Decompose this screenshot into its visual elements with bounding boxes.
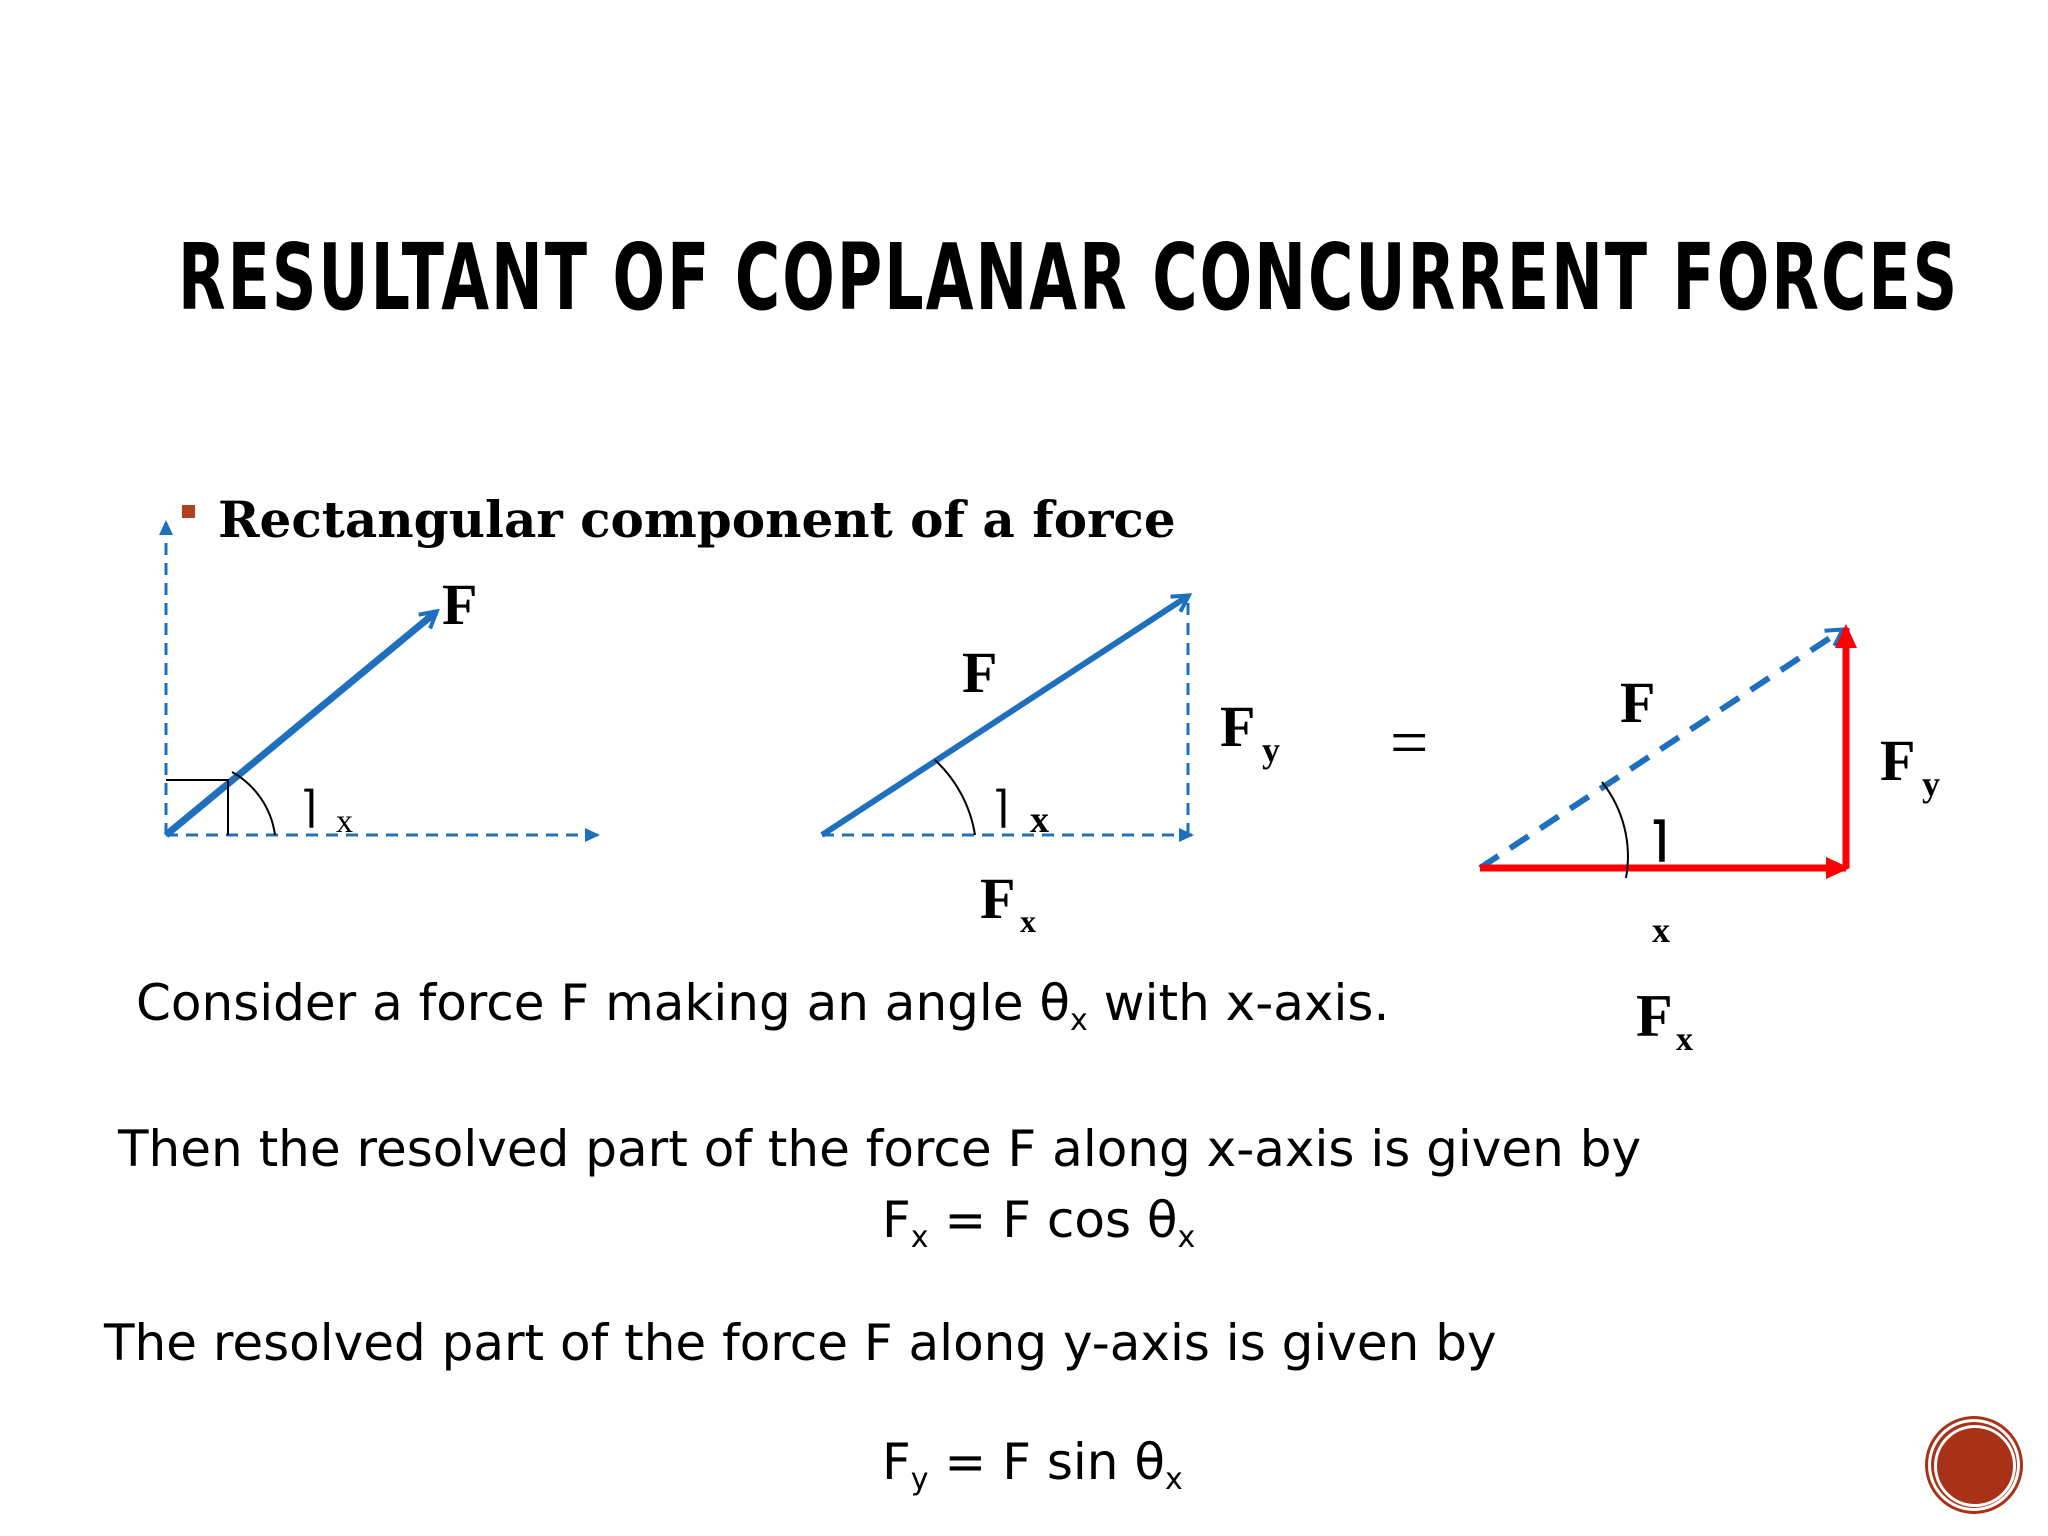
fig3-force-label: F [1620,670,1656,735]
equation-x: $F_x = F$ $\cos \theta_x$ [882,1191,1196,1255]
fig3-angle-arc [1602,782,1628,878]
slide-title: RESULTANT OF COPLANAR CONCURRENT FORCES [178,224,1960,331]
fig3-angle-sub: x [1652,910,1670,950]
line-y: The resolved part of the force F along y-axis is given by [104,1314,1497,1372]
line-x: Then the resolved part of the force F along x-axis is given by [118,1120,1642,1178]
fig2-fx-label: F [980,866,1016,931]
button-ring [1934,1425,2016,1507]
fig2-fy-label: F [1220,694,1256,759]
fig1-angle-arc [232,772,275,835]
fig2-fx-sub: x [1020,903,1036,939]
equals-sign: = [1390,704,1429,780]
fig1-angle-label: ⌉ [300,783,318,832]
fig2-force-label: F [962,640,998,705]
fig3-fy-label: F [1880,728,1916,793]
circle-button-icon[interactable] [1928,1419,2020,1511]
fig3-fx-label: F [1636,983,1673,1049]
intro-text: Consider a force F making an angle $\theta_x$ with x-axis. [136,974,1390,1038]
bullet-text: Rectangular component of a force [218,490,1176,549]
figure-3 [1480,628,1940,1058]
fig2-angle-sub: x [1030,799,1049,841]
fig1-force-label: F [442,572,478,637]
fig2-angle-arc [935,760,975,835]
fig1-angle-sub: x [336,803,353,840]
equation-y: $F_y = F$ $\sin \theta_x$ [882,1433,1183,1497]
fig2-fy-sub: y [1262,730,1280,770]
figure-2 [822,596,1280,939]
fig3-angle-label: ⌉ [1650,814,1668,865]
fig3-fx-sub: x [1676,1021,1693,1058]
fig2-angle-label: ⌉ [992,783,1010,832]
fig3-fy-sub: y [1922,764,1940,804]
figure-1 [166,522,598,840]
